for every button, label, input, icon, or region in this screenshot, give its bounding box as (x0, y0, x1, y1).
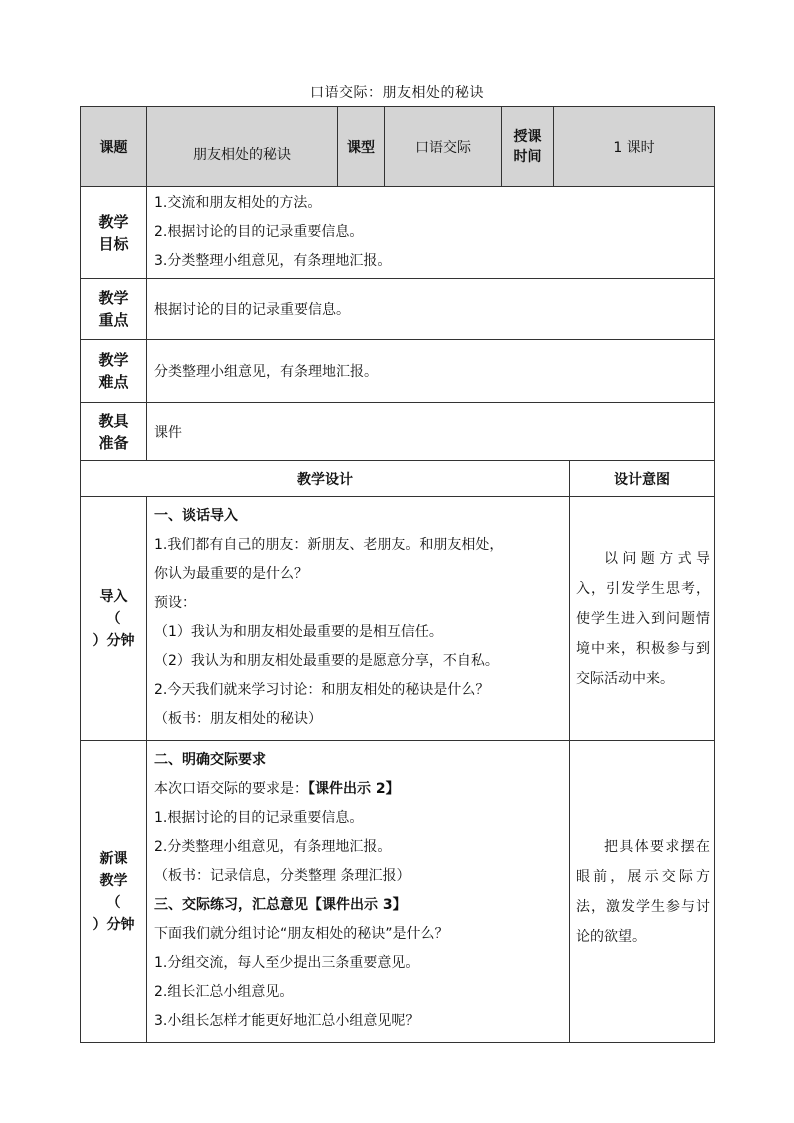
intro-section-row (81, 497, 715, 741)
lesson-plan-table (80, 106, 715, 1043)
new-lesson-section-row (81, 741, 715, 1043)
new-lesson-line: 1.根据讨论的目的记录重要信息。 (154, 810, 364, 826)
new-lesson-label: 新课 教学 （ ）分钟 (81, 741, 147, 1043)
goal-item: 2.根据讨论的目的记录重要信息。 (154, 224, 364, 240)
design-header-row (81, 461, 715, 497)
goals-content (147, 187, 715, 279)
intro-label: 导入 （ ）分钟 (81, 497, 147, 741)
new-lesson-heading-1: 二、明确交际要求 (154, 752, 266, 768)
goals-row (81, 187, 715, 279)
intro-line: （1）我认为和朋友相处最重要的是相互信任。 (154, 624, 443, 640)
new-lesson-line: （板书：记录信息，分类整理 条理汇报） (154, 868, 411, 884)
key-points-label: 教学 重点 (81, 279, 147, 340)
type-value: 口语交际 (385, 107, 502, 187)
new-lesson-line: 2.组长汇总小组意见。 (154, 984, 294, 1000)
materials-label: 教具 准备 (81, 403, 147, 461)
topic-value: 朋友相处的秘诀 (147, 107, 338, 187)
requirement-prefix: 本次口语交际的要求是： (154, 781, 308, 797)
key-points-value: 根据讨论的目的记录重要信息。 (147, 279, 715, 340)
materials-row (81, 403, 715, 461)
difficulties-row (81, 340, 715, 403)
time-label: 授课 时间 (502, 107, 554, 187)
design-header: 教学设计 (81, 461, 570, 497)
difficulties-label: 教学 难点 (81, 340, 147, 403)
intro-line: （2）我认为和朋友相处最重要的是愿意分享，不自私。 (154, 653, 499, 669)
header-row (81, 107, 715, 187)
goals-label: 教学 目标 (81, 187, 147, 279)
intro-content (147, 497, 570, 741)
new-lesson-intent: 把具体要求摆在眼前，展示交际方法，激发学生参与讨论的欲望。 (570, 741, 715, 1043)
intro-line: （板书：朋友相处的秘诀） (154, 711, 322, 727)
intro-intent: 以问题方式导入，引发学生思考，使学生进入到问题情境中来，积极参与到交际活动中来。 (570, 497, 715, 741)
intro-line: 1.我们都有自己的朋友：新朋友、老朋友。和朋友相处， (154, 537, 504, 553)
requirement-line (154, 775, 563, 804)
new-lesson-line: 2.分类整理小组意见，有条理地汇报。 (154, 839, 392, 855)
intro-heading: 一、谈话导入 (154, 508, 238, 524)
intro-line: 2.今天我们就来学习讨论：和朋友相处的秘诀是什么？ (154, 682, 490, 698)
type-label: 课型 (338, 107, 385, 187)
courseware-ref-2: 【课件出示 2】 (308, 781, 400, 797)
new-lesson-content (147, 741, 570, 1043)
time-value: 1 课时 (554, 107, 715, 187)
new-lesson-line: 下面我们就分组讨论“朋友相处的秘诀”是什么？ (154, 926, 449, 942)
difficulties-value: 分类整理小组意见，有条理地汇报。 (147, 340, 715, 403)
new-lesson-line: 1.分组交流，每人至少提出三条重要意见。 (154, 955, 420, 971)
key-points-row (81, 279, 715, 340)
intro-line: 预设： (154, 595, 196, 611)
topic-label: 课题 (81, 107, 147, 187)
document-title: 口语交际：朋友相处的秘诀 (310, 85, 484, 101)
goal-item: 1.交流和朋友相处的方法。 (154, 195, 322, 211)
intent-header: 设计意图 (570, 461, 715, 497)
materials-value: 课件 (147, 403, 715, 461)
new-lesson-line: 3.小组长怎样才能更好地汇总小组意见呢？ (154, 1013, 420, 1029)
new-lesson-heading-2: 三、交际练习，汇总意见【课件出示 3】 (154, 897, 407, 913)
intro-line: 你认为最重要的是什么？ (154, 566, 308, 582)
goal-item: 3.分类整理小组意见，有条理地汇报。 (154, 253, 392, 269)
